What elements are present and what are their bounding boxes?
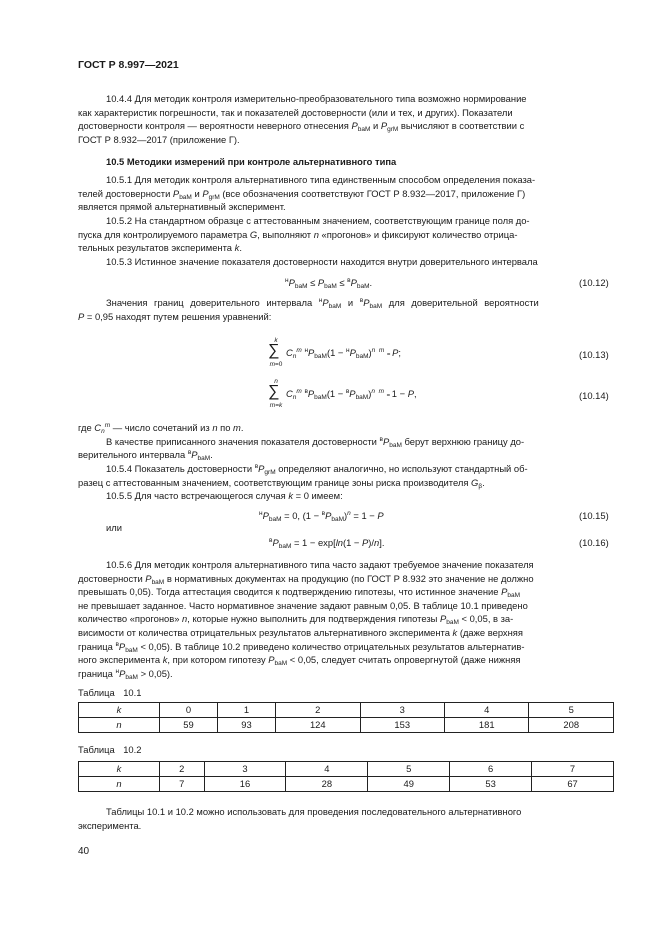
sum-lower-limit: m=0 bbox=[269, 361, 283, 368]
line: где $C_n^m$ — число сочетаний из n по m. bbox=[78, 422, 244, 435]
paragraph-final bbox=[78, 805, 614, 832]
paragraph-10-5-4 bbox=[78, 462, 614, 489]
table-cell: 5 bbox=[368, 762, 450, 777]
equation-number-10-15: (10.15) bbox=[579, 510, 609, 521]
sum-symbol: ∑ bbox=[268, 342, 280, 359]
line: Таблицы 10.1 и 10.2 можно использовать для проведения последовательного альтернативного bbox=[106, 806, 522, 817]
line: граница $^нP_{baM} > 0,05$). bbox=[78, 667, 173, 681]
line: граница $^вP_{baM} < 0,05$). В таблице 10.2 приведено количество отрицательных результатов альтернатив- bbox=[78, 640, 525, 654]
table-cell: 3 bbox=[204, 762, 286, 777]
equation-number-10-14: (10.14) bbox=[579, 390, 609, 401]
table-cell: 124 bbox=[276, 718, 360, 733]
table-row bbox=[79, 703, 614, 718]
table-cell: 49 bbox=[368, 777, 450, 792]
table-10-1 bbox=[78, 702, 614, 733]
line: ГОСТ Р 8.932—2017 (приложение Г). bbox=[78, 133, 240, 145]
row-label: k bbox=[79, 703, 160, 718]
line: достоверности контроля — вероятности неверного отнесения $P_{baM}$ и $P_{grM}$ вычисляют в соответствии с bbox=[78, 120, 525, 134]
table-row bbox=[79, 762, 614, 777]
table-cell: 4 bbox=[286, 762, 368, 777]
table-10-2 bbox=[78, 761, 614, 792]
table-cell: 16 bbox=[204, 777, 286, 792]
table-cell: 93 bbox=[218, 718, 276, 733]
line: верительного интервала $^вP_{baM}$. bbox=[78, 449, 213, 463]
equation-10-14: $C_n^m$ $^вP_{baM}(1 - ^вP_{baM})^{n m} = 1 - P$, bbox=[286, 388, 417, 401]
table-10-2-caption: Таблица 10.2 bbox=[78, 744, 142, 755]
sum-upper-limit: n bbox=[274, 378, 278, 385]
row-label: k bbox=[79, 762, 160, 777]
table-cell: 208 bbox=[529, 718, 614, 733]
paragraph-10-5-3-bounds bbox=[78, 296, 614, 323]
paragraph-10-5-3-intro: 10.5.3 Истинное значение показателя достоверности находится внутри доверительного интервала bbox=[106, 256, 538, 267]
line: превышать 0,05). Тогда аттестация сводится к подтверждению гипотезы, что истинное значение $P_{baM}$ bbox=[78, 586, 521, 600]
paragraph-10-4-4 bbox=[78, 92, 614, 146]
document-header-title: ГОСТ Р 8.997—2021 bbox=[78, 59, 179, 71]
table-cell: 6 bbox=[450, 762, 532, 777]
paragraph-10-5-6 bbox=[78, 558, 614, 680]
table-cell: 59 bbox=[160, 718, 218, 733]
line: P = 0,95 находят путем решения уравнений: bbox=[78, 310, 272, 322]
sum-symbol: ∑ bbox=[268, 383, 280, 400]
equation-10-15: $^нP_{baM} = 0$, $(1 - ^вP_{baM})^n = 1 - P$ bbox=[259, 510, 384, 523]
table-cell: 7 bbox=[160, 777, 205, 792]
table-cell: 0 bbox=[160, 703, 218, 718]
table-cell: 2 bbox=[160, 762, 205, 777]
table-cell: 7 bbox=[532, 762, 614, 777]
line: 10.5.6 Для методик контроля альтернативного типа часто задают требуемое значение показателя bbox=[106, 559, 534, 570]
line: не превышает заданное. Часто нормативное значение задают равным 0,05. В таблице 10.1 приведено bbox=[78, 599, 528, 611]
line: висимости от количества отрицательных результатов альтернативного эксперимента k (даже верхняя bbox=[78, 626, 523, 638]
table-row bbox=[79, 777, 614, 792]
paragraph-10-5-5: 10.5.5 Для часто встречающегося случая k = 0 имеем: bbox=[106, 490, 343, 501]
line: ного эксперимента k, при котором гипотезу $P_{baM} < 0,05$, следует считать опровергнутой (даже нижняя bbox=[78, 654, 521, 668]
table-cell: 67 bbox=[532, 777, 614, 792]
table-row bbox=[79, 718, 614, 733]
paragraph-10-5-1 bbox=[78, 173, 614, 214]
table-10-1-caption: Таблица 10.1 bbox=[78, 687, 142, 698]
line: телей достоверности $P_{baM}$ и $P_{grM}$ (все обозначения соответствуют ГОСТ Р 8.932—2017, приложение Г) bbox=[78, 187, 526, 201]
equation-number-10-16: (10.16) bbox=[579, 537, 609, 548]
table-cell: 5 bbox=[529, 703, 614, 718]
page-number: 40 bbox=[78, 846, 90, 857]
line: 10.5.2 На стандартном образце с аттестованным значением, соответствующим границе поля до- bbox=[106, 215, 530, 226]
table-cell: 2 bbox=[276, 703, 360, 718]
line: разец с аттестованным значением, соответствующим границе зоны риска производителя $G_\beta$. bbox=[78, 476, 485, 490]
equation-number-10-12: (10.12) bbox=[579, 277, 609, 288]
line: В качестве приписанного значения показателя достоверности $^вP_{baM}$ берут верхнюю границу до- bbox=[106, 435, 525, 449]
equation-number-10-13: (10.13) bbox=[579, 349, 609, 360]
table-cell: 181 bbox=[445, 718, 529, 733]
equation-10-12: $^нP_{baM} \le P_{baM} \le ^вP_{baM}$. bbox=[285, 277, 373, 290]
sum-upper-limit: k bbox=[274, 337, 278, 344]
row-label: n bbox=[79, 777, 160, 792]
line: тельных результатов эксперимента k. bbox=[78, 242, 242, 254]
line: является прямой альтернативный эксперимент. bbox=[78, 201, 286, 213]
line: Значения границ доверительного интервала $^нP_{baM}$ и $^вP_{baM}$ для доверительной вероятности bbox=[106, 297, 539, 310]
table-cell: 1 bbox=[218, 703, 276, 718]
section-heading-10-5: 10.5 Методики измерений при контроле альтернативного типа bbox=[106, 156, 397, 167]
line: как характеристик погрешности, так и показателей достоверности (или и тех, и других). Показатели bbox=[78, 106, 513, 118]
line: количество «прогонов» n, которые нужно выполнить для подтверждения гипотезы $P_{baM} < 0,05$, в за- bbox=[78, 613, 514, 627]
line: 10.4.4 Для методик контроля измерительно-преобразовательного типа возможно нормирование bbox=[106, 93, 527, 104]
line: 10.5.1 Для методик контроля альтернативного типа единственным способом определения показа- bbox=[106, 174, 536, 185]
equation-10-16: $^вP_{baM} = 1 - \exp[\ln(1 - P)/n]$. bbox=[269, 537, 385, 550]
line: пуска для контролируемого параметра G, выполняют n «прогонов» и фиксируют количество отрица- bbox=[78, 228, 518, 240]
table-cell: 53 bbox=[450, 777, 532, 792]
paragraph-10-5-3-where bbox=[78, 421, 614, 462]
line: эксперимента. bbox=[78, 819, 142, 831]
line: 10.5.4 Показатель достоверности $^вP_{grM}$ определяют аналогично, но используют стандартный об- bbox=[106, 463, 528, 476]
row-label: n bbox=[79, 718, 160, 733]
word-or: или bbox=[106, 522, 122, 533]
line: достоверности $P_{baM}$ в нормативных документах на продукцию (по ГОСТ Р 8.932 это значение не должно bbox=[78, 572, 534, 586]
equation-10-13: $C_n^m$ $^нP_{baM}(1 - ^нP_{baM})^{n m} = P$; bbox=[286, 347, 401, 360]
table-cell: 3 bbox=[360, 703, 444, 718]
table-cell: 28 bbox=[286, 777, 368, 792]
table-cell: 4 bbox=[445, 703, 529, 718]
paragraph-10-5-2 bbox=[78, 214, 614, 255]
table-cell: 153 bbox=[360, 718, 444, 733]
sum-lower-limit: m=k bbox=[269, 402, 283, 409]
